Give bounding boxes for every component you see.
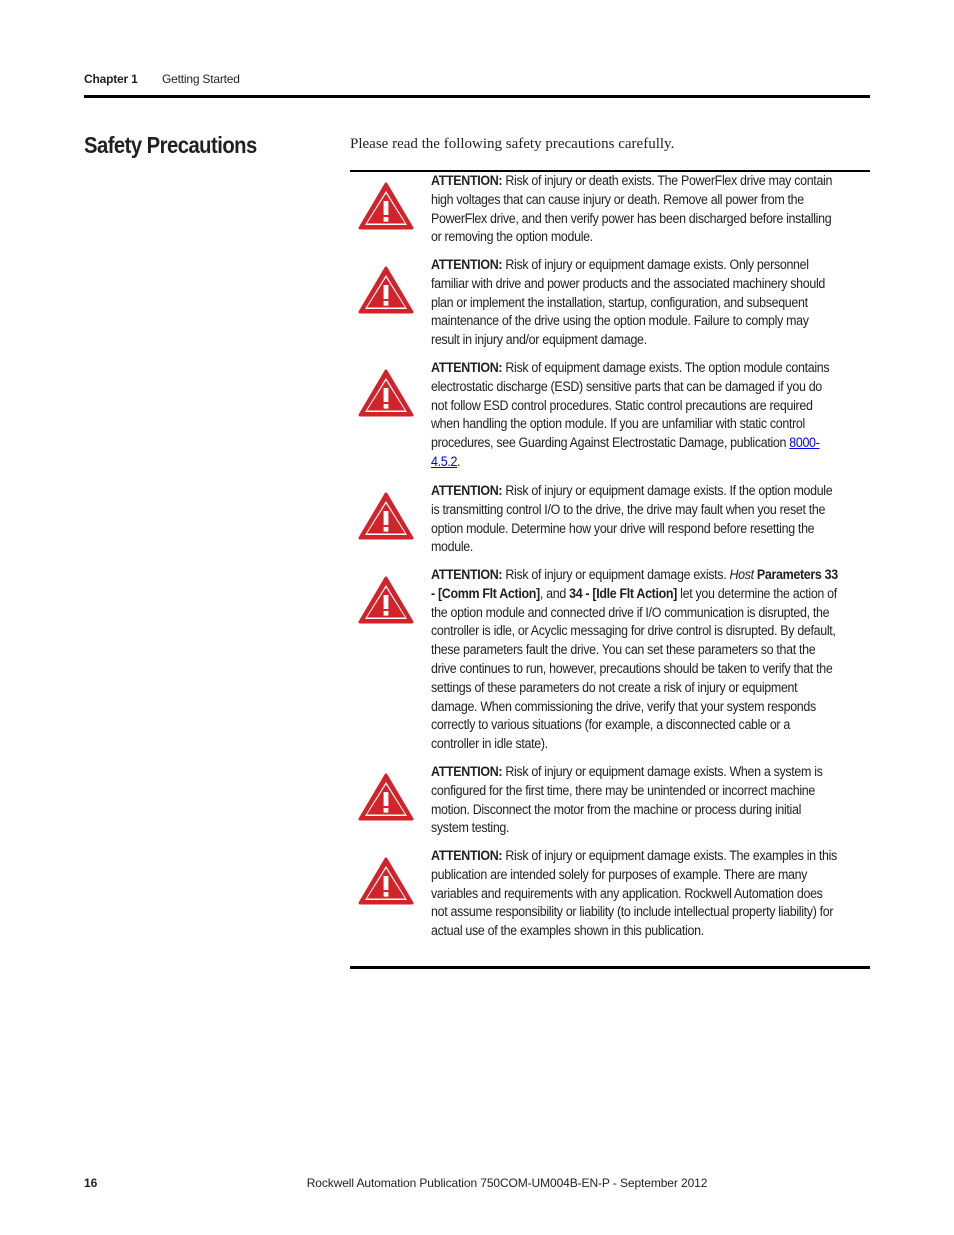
- attention-row: [350, 847, 870, 963]
- attention-row: [350, 566, 870, 763]
- attention-label: ATTENTION:: [431, 567, 503, 582]
- attention-list: [350, 172, 870, 963]
- publication-footer: Rockwell Automation Publication 750COM-UM004B-EN-P - September 2012: [306, 1176, 708, 1190]
- attention-text: ATTENTION: Risk of injury or death exists. The PowerFlex drive may contain high voltages that can cause injury or death. Remove all power from the PowerFlex drive, and then verify power has been discharged before installing or removing the option module.: [431, 173, 833, 245]
- attention-text: ATTENTION: Risk of injury or equipment damage exists. Only personnel familiar with drive and power products and the associated machinery should plan or implement the installation, startup, configuration, and subsequent maintenance of the drive using the option module. Failure to comply may result in injury and/or equipment damage.: [431, 257, 826, 348]
- attention-row: [350, 172, 870, 256]
- warning-triangle-icon: [350, 359, 431, 422]
- attention-row: [350, 763, 870, 847]
- section-title: Safety Precautions: [84, 132, 257, 158]
- publication-link[interactable]: 8000-4.5.2: [431, 435, 820, 469]
- attention-row: [350, 359, 870, 482]
- header-rule: [84, 95, 870, 98]
- attention-text: ATTENTION: Risk of injury or equipment damage exists. Host Parameters 33 - [Comm Flt Action], and 34 - [Idle Flt Action] let you determine the action of the option module and connected drive if I/O communication is disrupted, the controller is idle, or Acyclic messaging for drive control is disrupted. By default, these parameters fault the drive. You can set these parameters so that the drive continues to run, however, precautions should be taken to verify that the settings of these parameters do not create a risk of injury or equipment damage. When commissioning the drive, verify that your system responds correctly to various situations (for example, a disconnected cable or a controller in idle state).: [431, 567, 838, 752]
- attention-text: ATTENTION: Risk of injury or equipment damage exists. When a system is configured for the first time, there may be unintended or incorrect machine motion. Disconnect the motor from the machine or process during initial system testing.: [431, 764, 823, 836]
- warning-triangle-icon: [350, 482, 431, 545]
- attention-row: [350, 482, 870, 566]
- warning-triangle-icon: [350, 847, 431, 910]
- attention-text: ATTENTION: Risk of injury or equipment damage exists. The examples in this publication are intended solely for purposes of example. There are many variables and requirements with any application. Rockwell Automation does not assume responsibility or liability (to include intellectual property liability) for actual use of the examples shown in this publication.: [431, 848, 837, 939]
- intro-text: Please read the following safety precautions carefully.: [350, 136, 675, 152]
- running-header: [84, 72, 240, 86]
- attention-label: ATTENTION:: [431, 360, 503, 375]
- table-bottom-rule: [350, 966, 870, 969]
- warning-triangle-icon: [350, 566, 431, 629]
- page-number: 16: [84, 1176, 98, 1190]
- attention-label: ATTENTION:: [431, 764, 503, 779]
- warning-triangle-icon: [350, 763, 431, 826]
- attention-label: ATTENTION:: [431, 257, 503, 272]
- attention-row: [350, 256, 870, 359]
- attention-text: ATTENTION: Risk of equipment damage exists. The option module contains electrostatic discharge (ESD) sensitive parts that can be damaged if you do not follow ESD control procedures. Static control precautions are required when handling the option module. If you are unfamiliar with static control procedures, see Guarding Against Electrostatic Damage, publication 8000-4.5.2.: [431, 360, 830, 469]
- attention-text: ATTENTION: Risk of injury or equipment damage exists. If the option module is transmitting control I/O to the drive, the drive may fault when you reset the option module. Determine how your drive will respond before resetting the module.: [431, 483, 833, 555]
- chapter-title: Getting Started: [162, 72, 240, 86]
- attention-label: ATTENTION:: [431, 848, 503, 863]
- attention-label: ATTENTION:: [431, 483, 503, 498]
- warning-triangle-icon: [350, 256, 431, 319]
- warning-triangle-icon: [350, 172, 431, 235]
- chapter-label: Chapter 1: [84, 72, 138, 86]
- attention-label: ATTENTION:: [431, 173, 503, 188]
